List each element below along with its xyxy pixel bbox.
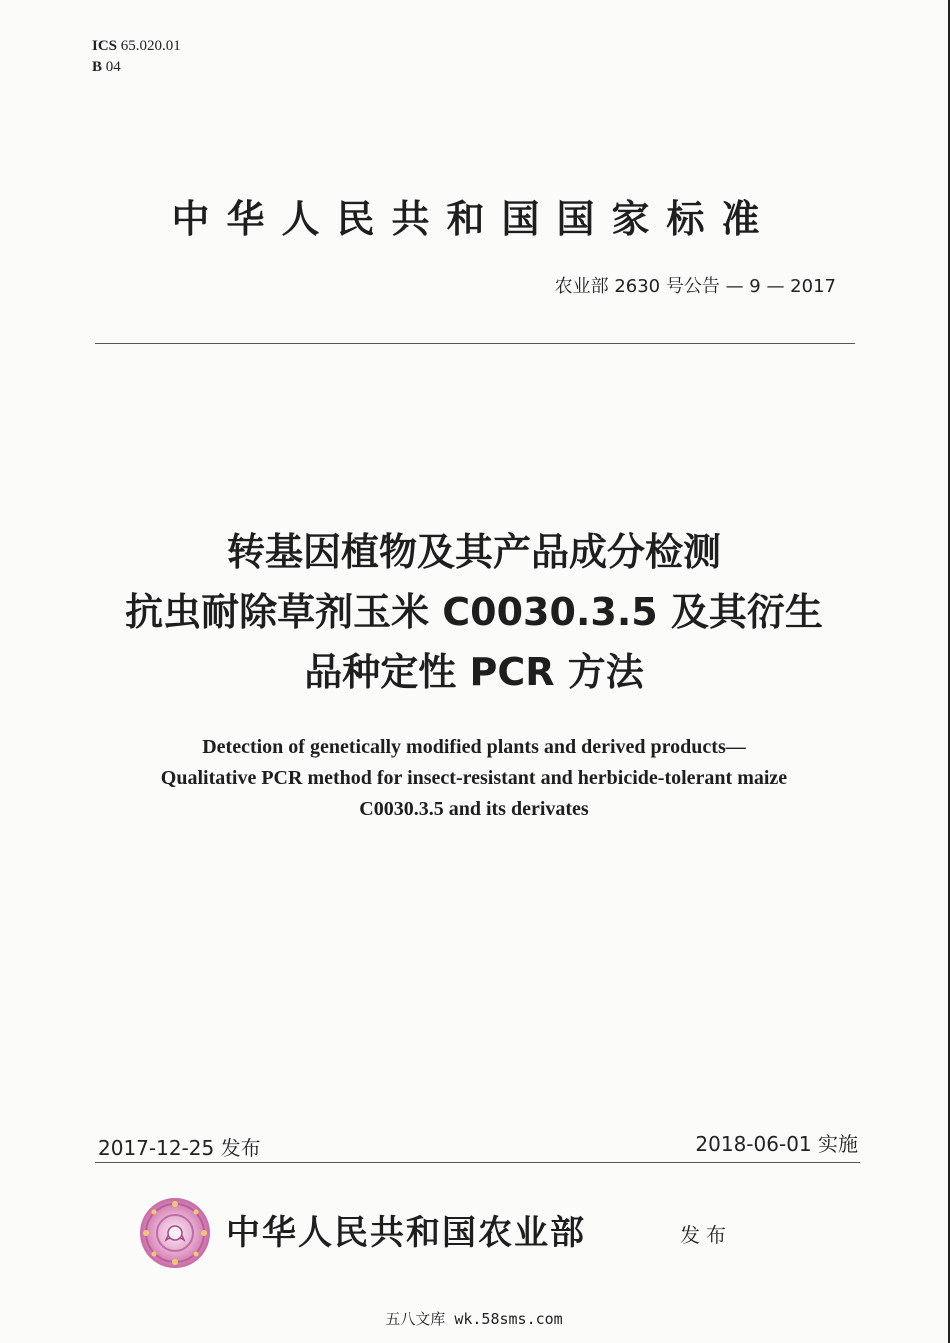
ministry-name: 中华人民共和国农业部 [226,1213,586,1253]
classification-codes [92,36,181,78]
ics-label: ICS [92,38,118,54]
issued-label: 发布 [680,1223,732,1247]
chinese-document-title [0,522,948,702]
site-watermark: 五八文库 wk.58sms.com [385,1310,563,1328]
publication-date: 2017-12-25 发布 [98,1136,261,1160]
class-label: B [92,59,103,75]
cn-title-line-3: 品种定性 PCR 方法 [304,650,644,694]
bottom-divider [95,1162,860,1163]
top-divider [95,343,855,344]
ministry-emblem-icon [138,1196,212,1270]
en-title-line-3: C0030.3.5 and its derivates [359,798,589,820]
en-title-line-2: Qualitative PCR method for insect-resistant and herbicide-tolerant maize [160,767,788,789]
class-code: 04 [105,59,121,75]
standard-number: 农业部 2630 号公告 — 9 — 2017 [554,276,836,297]
en-title-line-1: Detection of genetically modified plants and derived products— [202,736,746,758]
cn-title-line-1: 转基因植物及其产品成分检测 [226,530,721,574]
implementation-date: 2018-06-01 实施 [695,1132,858,1156]
standard-title: 中华人民共和国国家标准 [171,197,777,241]
ics-code: 65.020.01 [120,38,181,54]
cn-title-line-2: 抗虫耐除草剂玉米 C0030.3.5 及其衍生 [125,590,823,634]
english-document-title [0,732,948,825]
